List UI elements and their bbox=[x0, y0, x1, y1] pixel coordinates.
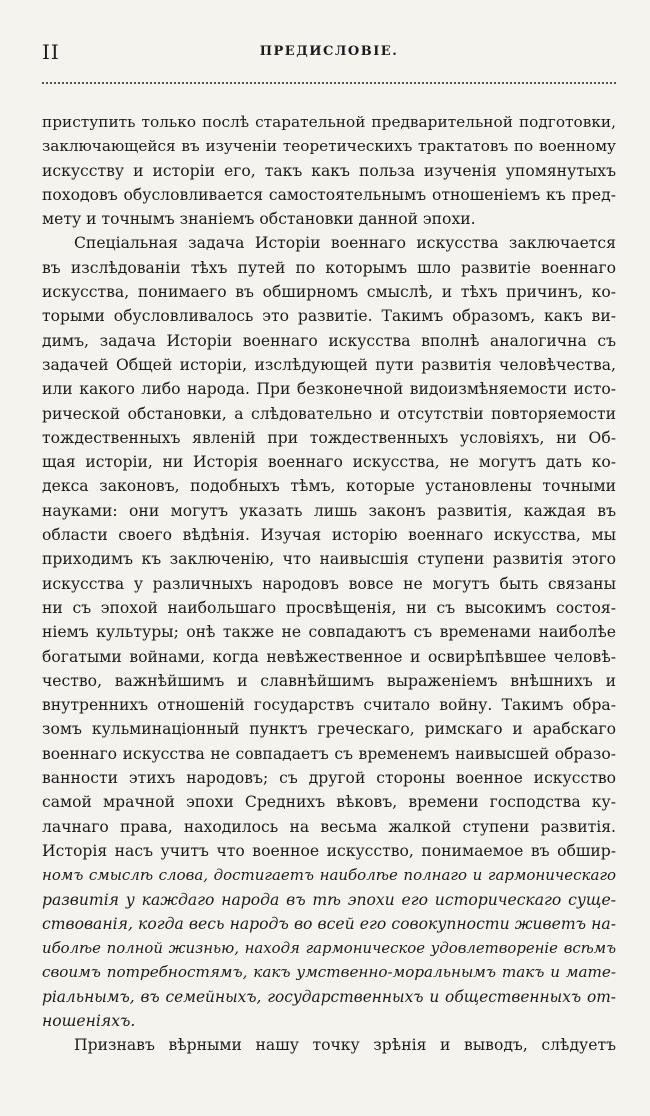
text-line: области своего вѣдѣнія. Изучая исторію военнаго искусства, мы bbox=[42, 526, 616, 545]
text-line: чество, важнѣйшимъ и славнѣйшимъ выраженіемъ внѣшнихъ и bbox=[42, 671, 616, 690]
text-line: Признавъ вѣрными нашу точку зрѣнія и выводъ, слѣдуетъ bbox=[74, 1036, 616, 1055]
text-line: приступить только послѣ старательной предварительной подготовки, bbox=[42, 113, 616, 131]
text-line: ствованія, когда весь народъ во всей его совокупности живетъ на- bbox=[42, 914, 616, 933]
text-line: мету и точнымъ знаніемъ обстановки данной эпохи. bbox=[42, 210, 476, 229]
text-line: искусства у различныхъ народовъ вовсе не могутъ быть связаны bbox=[42, 574, 616, 593]
text-line: декса законовъ, подобныхъ тѣмъ, которые установлены точными bbox=[42, 477, 616, 496]
body-text bbox=[42, 110, 616, 1058]
text-line: военнаго искусства не совпадаетъ съ временемъ наивысшей образо- bbox=[42, 744, 616, 763]
text-line: ніемъ культуры; онѣ также не совпадаютъ съ временами наиболѣе bbox=[42, 623, 616, 642]
text-line: приходимъ къ заключенію, что наивысшія ступени развитія этого bbox=[42, 550, 616, 569]
text-line: лачнаго права, находилось на весьма жалкой ступени развитія. bbox=[42, 817, 616, 836]
text-line: богатыми войнами, когда невѣжественное и освирѣпѣвшее человѣ- bbox=[42, 647, 616, 666]
text-line: науками: они могутъ указать лишь законъ развитія, каждая въ bbox=[42, 501, 616, 520]
page-number: II bbox=[42, 40, 60, 64]
text-line: развитія у каждаго народа въ тѣ эпохи его историческаго суще- bbox=[42, 890, 616, 909]
text-line: зомъ кульминаціонный пунктъ греческаго, римскаго и арабскаго bbox=[42, 720, 616, 739]
text-line: димъ, задача Исторіи военнаго искусства вполнѣ аналогична съ bbox=[42, 331, 616, 350]
text-line: номъ смыслѣ слова, достигаетъ наиболѣе полнаго и гармоническаго bbox=[42, 866, 616, 885]
text-line: Спеціальная задача Исторіи военнаго искусства заключается bbox=[74, 234, 616, 253]
page-header bbox=[42, 40, 616, 76]
text-line: задачей Общей исторіи, изслѣдующей пути развитія человѣчества, bbox=[42, 355, 616, 374]
text-line: самой мрачной эпохи Среднихъ вѣковъ, времени господства ку- bbox=[42, 793, 616, 812]
text-line: ріальнымъ, въ семейныхъ, государственныхъ и общественныхъ от- bbox=[42, 987, 616, 1006]
text-line: заключающейся въ изученіи теоретическихъ трактатовъ по военному bbox=[42, 137, 616, 156]
text-line: щая исторіи, ни Исторія военнаго искусства, не могутъ дать ко- bbox=[42, 453, 616, 472]
text-line: ношеніяхъ. bbox=[42, 1011, 136, 1030]
header-rule bbox=[42, 82, 616, 84]
text-line: своимъ потребностямъ, какъ умственно-моральнымъ такъ и мате- bbox=[42, 963, 616, 982]
text-line: Исторія насъ учитъ что военное искусство, понимаемое въ обшир- bbox=[42, 841, 616, 860]
running-head: ПРЕДИСЛОВІЕ. bbox=[259, 44, 399, 59]
text-line: или какого либо народа. При безконечной видоизмѣняемости исто- bbox=[42, 380, 616, 399]
text-line: тождественныхъ явленій при тождественныхъ условіяхъ, ни Об- bbox=[42, 428, 616, 447]
text-line: внутреннихъ отношеній государствъ считало войну. Такимъ обра- bbox=[42, 696, 616, 715]
text-line: ванности этихъ народовъ; съ другой стороны военное искусство bbox=[42, 769, 616, 788]
text-line: походовъ обусловливается самостоятельнымъ отношеніемъ къ пред- bbox=[42, 185, 616, 204]
text-line: ни съ эпохой наибольшаго просвѣщенія, ни съ высокимъ состоя- bbox=[42, 598, 616, 617]
text-line: искусству и исторіи его, такъ какъ польза изученія упомянутыхъ bbox=[42, 161, 616, 180]
text-line: рической обстановки, а слѣдовательно и отсутствіи повторяемости bbox=[42, 404, 616, 423]
text-line: торыми обусловливалось это развитіе. Такимъ образомъ, какъ ви- bbox=[42, 307, 616, 326]
text-line: искусства, понимаего въ обширномъ смыслѣ, и тѣхъ причинъ, ко- bbox=[42, 283, 616, 302]
text-line: иболѣе полной жизнью, находя гармоническое удовлетвореніе всѣмъ bbox=[42, 939, 616, 958]
text-line: въ изслѣдованіи тѣхъ путей по которымъ шло развитіе военнаго bbox=[42, 258, 616, 277]
